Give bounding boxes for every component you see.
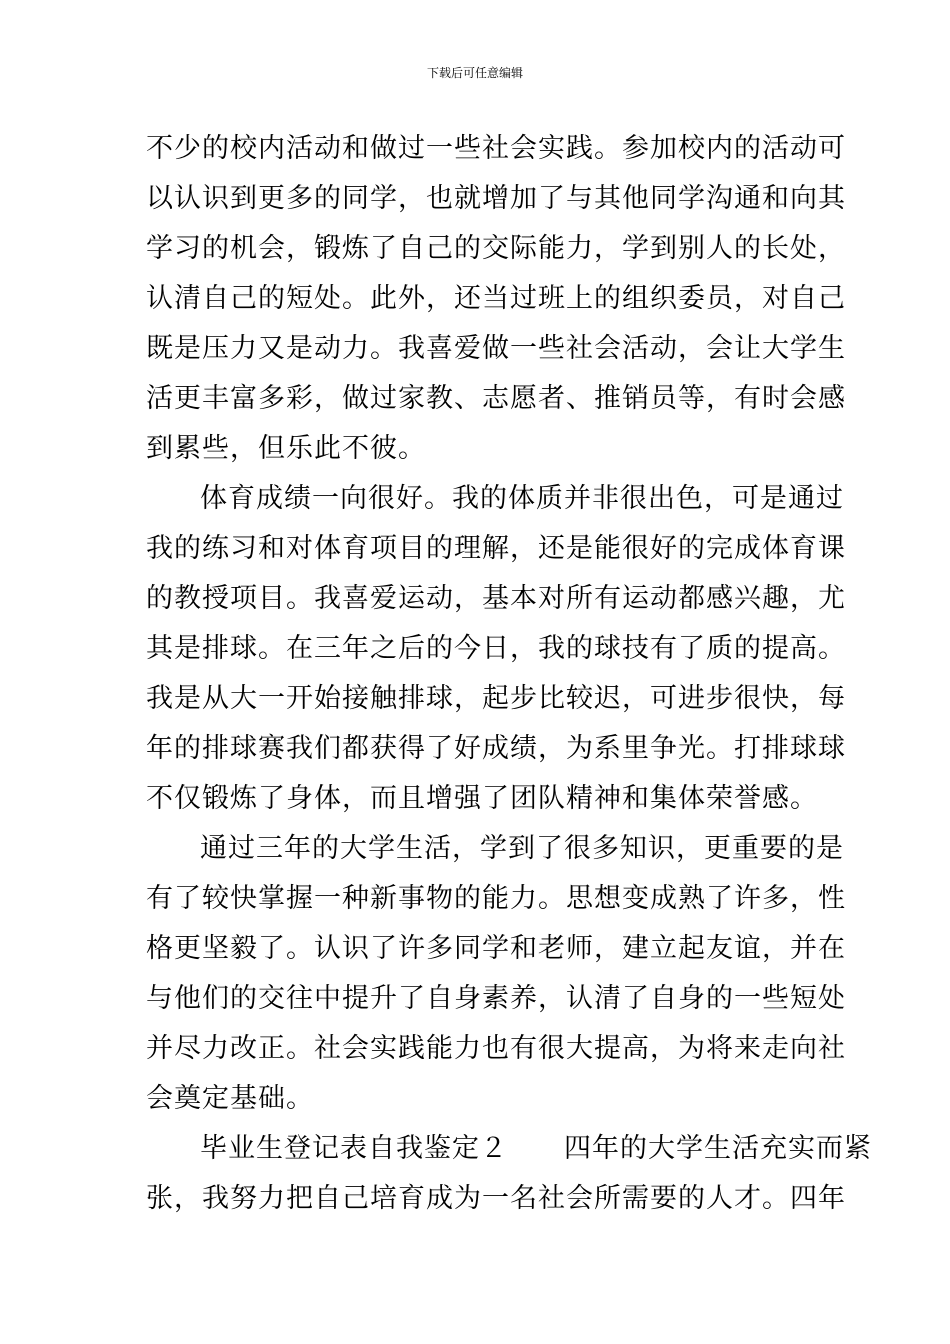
text-line: 并尽力改正。社会实践能力也有很大提高，为将来走向社 <box>146 1033 846 1064</box>
text-line: 的教授项目。我喜爱运动，基本对所有运动都感兴趣，尤 <box>146 583 846 614</box>
text-line: 我是从大一开始接触排球，起步比较迟，可进步很快，每 <box>146 683 846 714</box>
text-line: 通过三年的大学生活，学到了很多知识，更重要的是 <box>200 833 844 864</box>
text-line: 年的排球赛我们都获得了好成绩，为系里争光。打排球球 <box>146 733 846 764</box>
text-line: 学习的机会，锻炼了自己的交际能力，学到别人的长处， <box>146 233 846 264</box>
text-line: 活更丰富多彩，做过家教、志愿者、推销员等，有时会感 <box>146 383 846 414</box>
text-line: 与他们的交往中提升了自身素养，认清了自身的一些短处 <box>146 983 846 1014</box>
text-line: 毕业生登记表自我鉴定２ 四年的大学生活充实而紧 <box>200 1133 872 1164</box>
page-header: 下载后可任意编辑 <box>426 66 523 80</box>
text-line: 不仅锻炼了身体，而且增强了团队精神和集体荣誉感。 <box>146 783 818 814</box>
text-line: 其是排球。在三年之后的今日，我的球技有了质的提高。 <box>146 633 846 664</box>
text-line: 张，我努力把自己培育成为一名社会所需要的人才。四年 <box>146 1183 846 1214</box>
text-line: 既是压力又是动力。我喜爱做一些社会活动，会让大学生 <box>146 333 846 364</box>
text-line: 我的练习和对体育项目的理解，还是能很好的完成体育课 <box>146 533 846 564</box>
text-line: 到累些，但乐此不彼。 <box>146 433 426 464</box>
text-line: 格更坚毅了。认识了许多同学和老师，建立起友谊，并在 <box>146 933 846 964</box>
text-line: 有了较快掌握一种新事物的能力。思想变成熟了许多，性 <box>146 883 846 914</box>
text-line: 会奠定基础。 <box>146 1083 314 1114</box>
text-line: 体育成绩一向很好。我的体质并非很出色，可是通过 <box>200 483 844 514</box>
text-line: 不少的校内活动和做过一些社会实践。参加校内的活动可 <box>146 133 846 164</box>
text-line: 以认识到更多的同学，也就增加了与其他同学沟通和向其 <box>146 183 846 214</box>
document-body <box>146 124 872 1224</box>
text-line: 认清自己的短处。此外，还当过班上的组织委员，对自己 <box>146 283 846 314</box>
